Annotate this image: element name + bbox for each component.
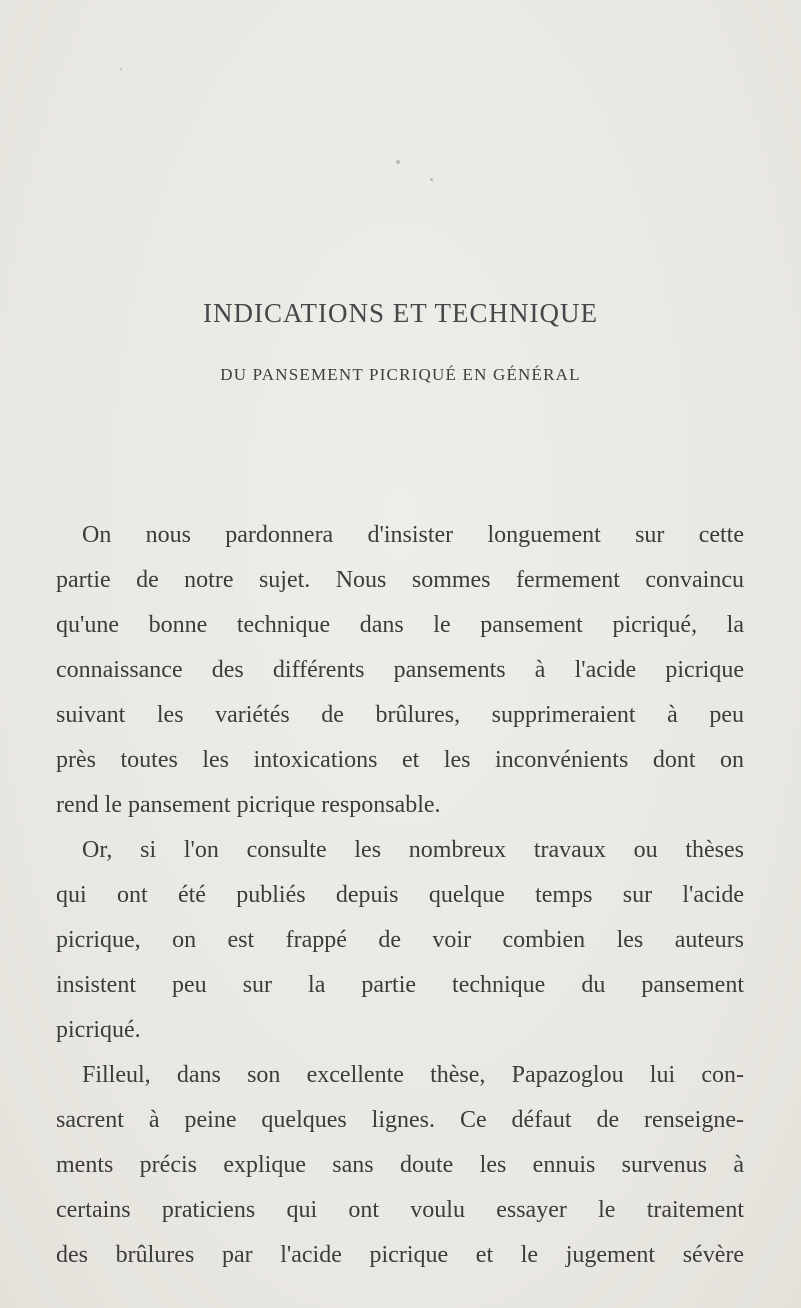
text-line: Or, si l'on consulte les nombreux travaux ou thèses [82,837,744,863]
text-line: connaissance des différents pansements à l'acide picrique [56,657,744,683]
text-line: qui ont été publiés depuis quelque temps sur l'acide [56,882,744,908]
paper-speck [430,178,433,181]
chapter-title: INDICATIONS ET TECHNIQUE [203,298,598,328]
text-line: suivant les variétés de brûlures, supprimeraient à peu [56,702,744,728]
text-line: insistent peu sur la partie technique du pansement [56,972,744,998]
paper-speck [396,160,400,164]
text-line: certains praticiens qui ont voulu essayer le traitement [56,1197,744,1223]
text-line: rend le pansement picrique responsable. [56,792,441,818]
text-line: Filleul, dans son excellente thèse, Papazoglou lui con- [82,1062,744,1088]
text-line: qu'une bonne technique dans le pansement picriqué, la [56,612,744,638]
text-line: près toutes les intoxications et les inconvénients dont on [56,747,744,773]
text-line: picriqué. [56,1017,141,1043]
text-line: ments précis explique sans doute les ennuis survenus à [56,1152,744,1178]
body-text [56,513,744,1278]
text-line: On nous pardonnera d'insister longuement sur cette [82,522,744,548]
text-line: partie de notre sujet. Nous sommes fermement convaincu [56,567,744,593]
text-line: picrique, on est frappé de voir combien les auteurs [56,927,744,953]
text-line: des brûlures par l'acide picrique et le jugement sévère [56,1242,744,1268]
text-line: sacrent à peine quelques lignes. Ce défaut de renseigne- [56,1107,744,1133]
paper-speck [120,68,122,70]
chapter-subtitle: DU PANSEMENT PICRIQUÉ EN GÉNÉRAL [220,365,581,384]
